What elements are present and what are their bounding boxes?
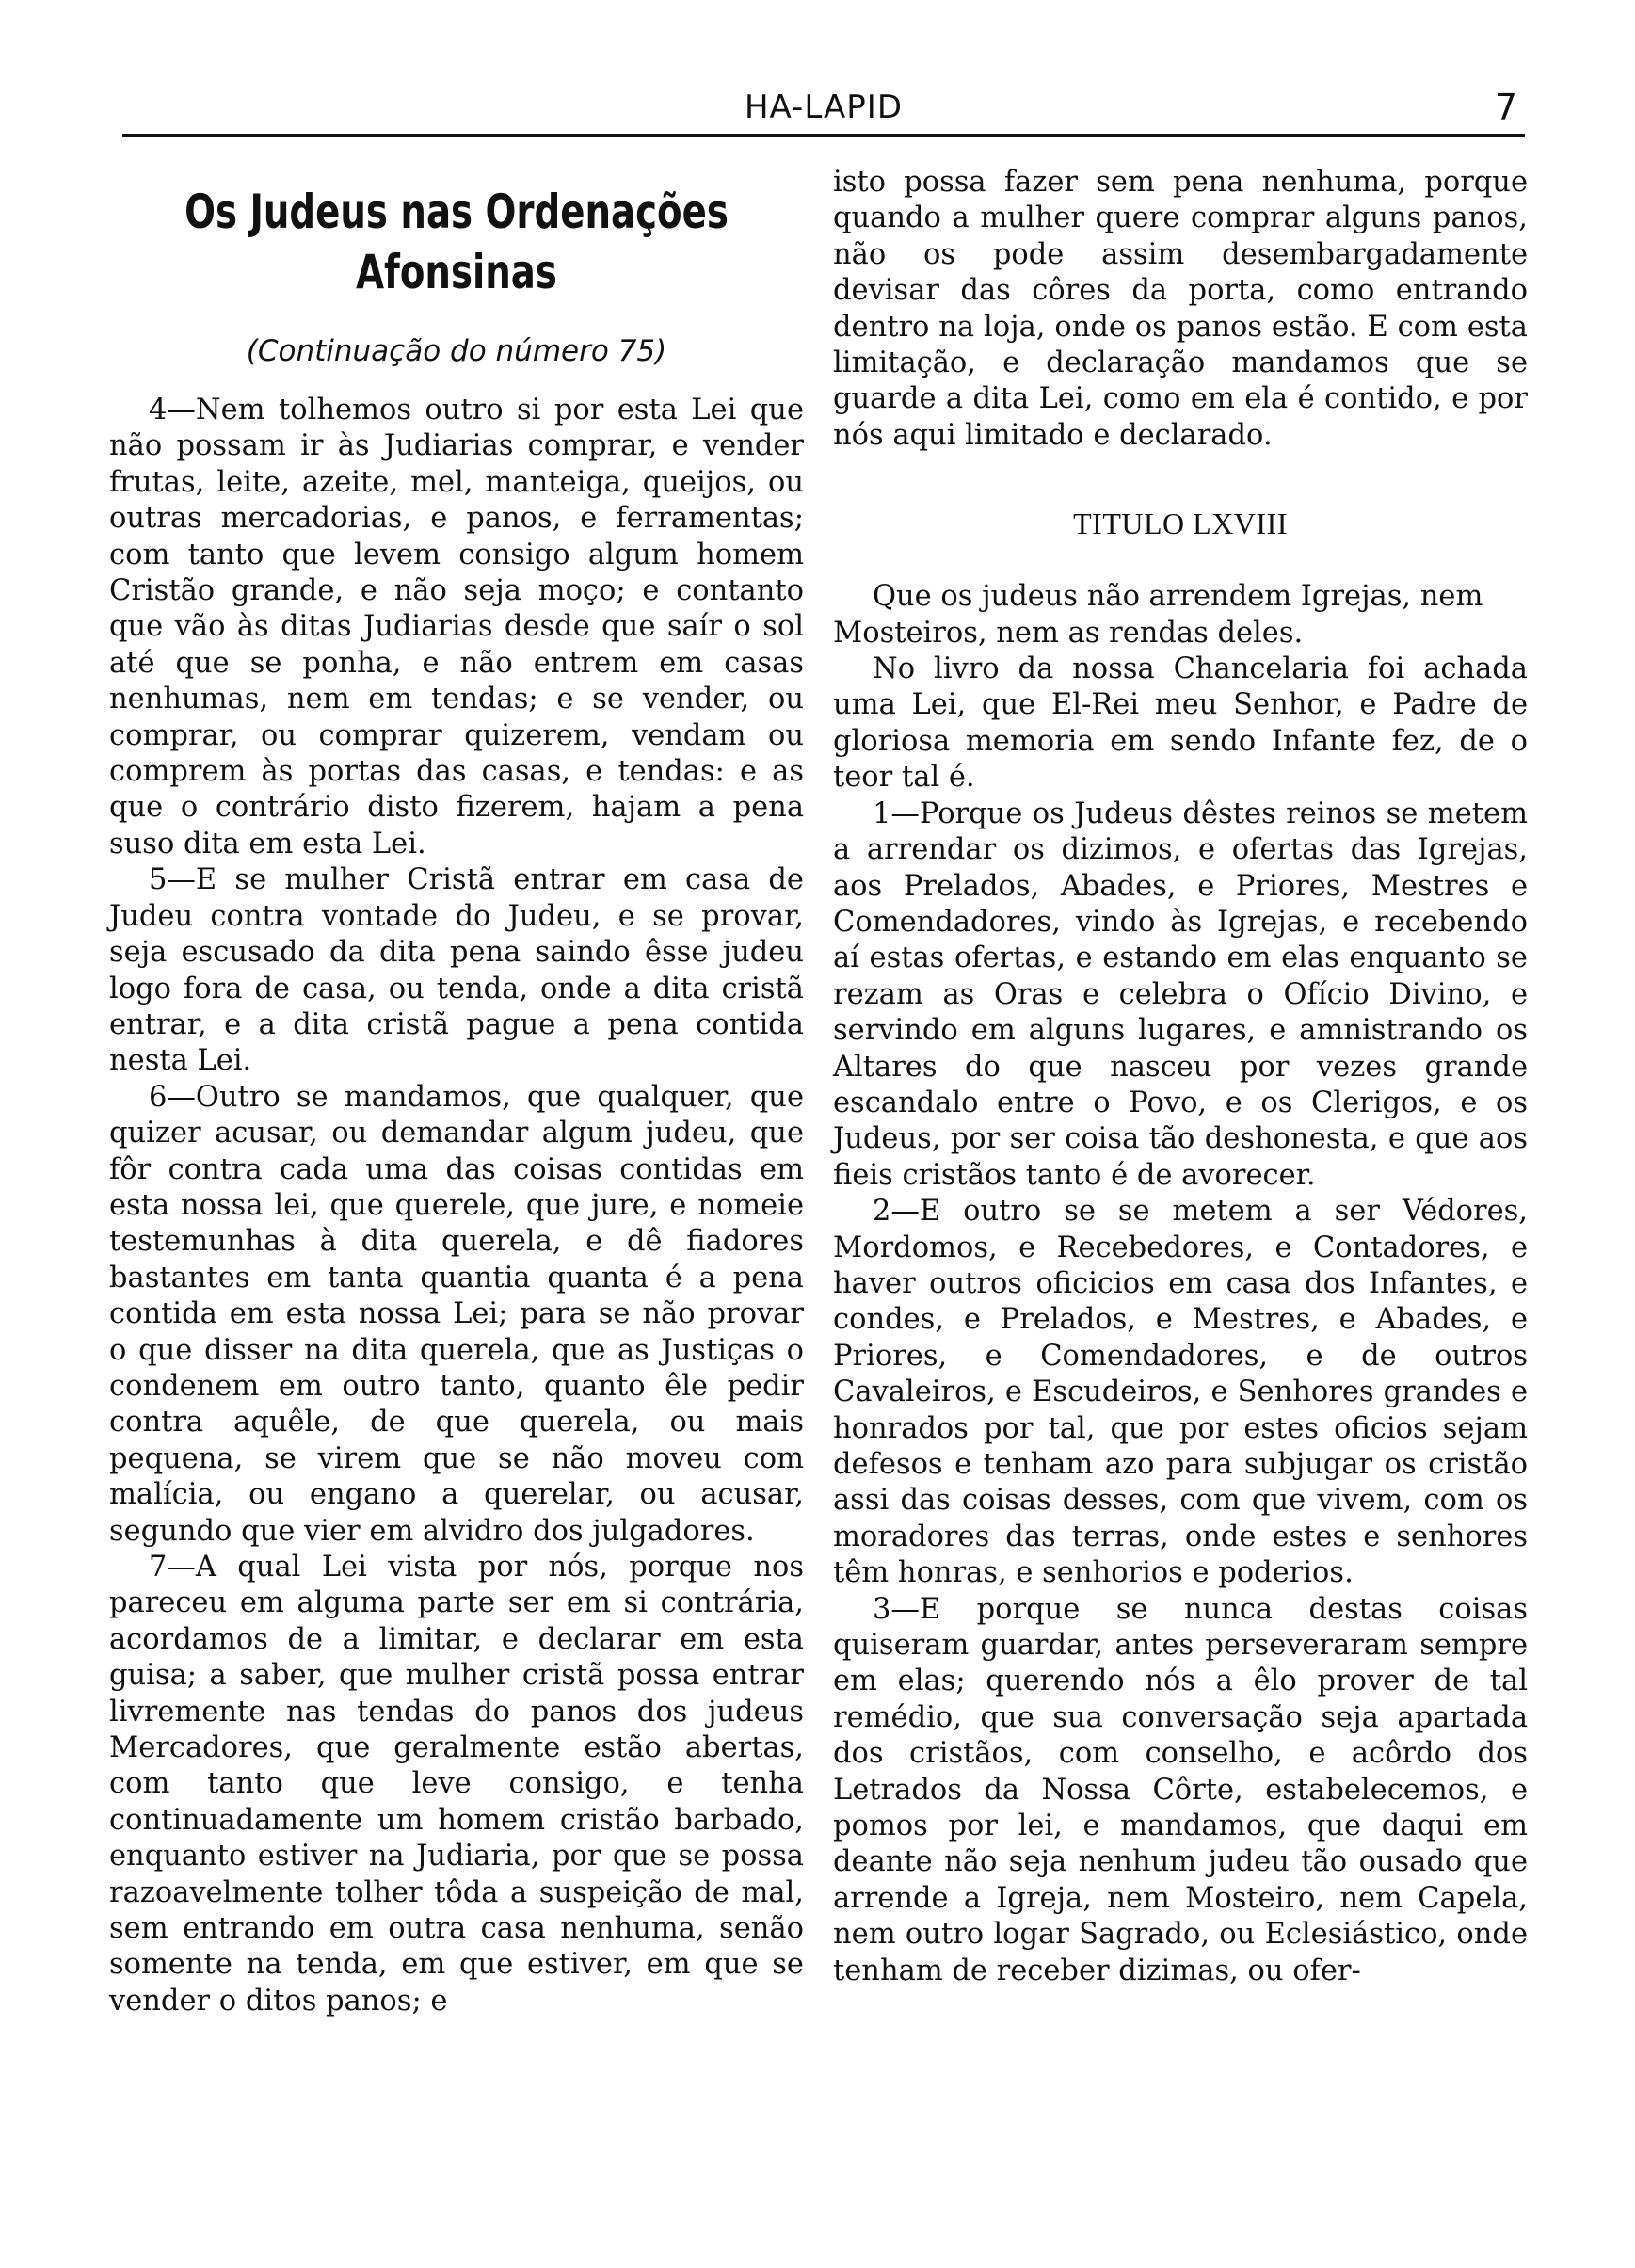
paragraph-6: 6—Outro se mandamos, que qualquer, que quizer acusar, ou demandar algum judeu, que fôr contra cada uma das coisas contidas em esta nossa lei, que querele, que jure, e nomeie testemunhas à dita querela, e dê fiadores bastantes em tanta quantia quanta é a pena contida em esta nossa Lei; para se não provar o que disser na dita querela, que as Justiças o condenem em outro tanto, quanto êle pedir contra aquêle, de que querela, ou mais pequena, se virem que se não moveu com malícia, ou engano a querelar, ou acusar, segundo que vier em alvidro dos julgadores. (109, 1080, 804, 1548)
running-header (122, 87, 1525, 137)
paragraph-3: 3—E porque se nunca destas coisas quiseram guardar, antes perseveraram sempre em elas; querendo nós a êlo prover de tal remédio, que sua conversação seja apartada dos cristãos, com conselho, e acôrdo dos Letrados da Nossa Côrte, estabelecemos, e pomos por lei, e mandamos, que daqui em deante não seja nenhum judeu tão ousado que arrende a Igreja, nem Mosteiro, nem Capela, nem outro logar Sagrado, ou Eclesiástico, onde tenham de receber dizimas, ou ofer- (833, 1592, 1528, 1987)
page-number: 7 (1494, 87, 1517, 128)
paragraph-4: 4—Nem tolhemos outro si por esta Lei que não possam ir às Judiarias comprar, e vender frutas, leite, azeite, mel, manteiga, queijos, ou outras mercadorias, e panos, e ferramentas; com tanto que levem consigo algum homem Cristão grande, e não seja moço; e contanto que vão às ditas Judiarias desde que saír o sol até que se ponha, e não entrem em casas nenhumas, nem em tendas; e se vender, ou comprar, ou comprar quizerem, vendam ou comprem às portas das casas, e tendas: e as que o contrário disto fizerem, hajam a pena suso dita em esta Lei. (109, 394, 804, 861)
paragraph-7: 7—A qual Lei vista por nós, porque nos pareceu em alguma parte ser em si contrária, acordamos de a limitar, e declarar em esta guisa; a saber, que mulher cristã possa entrar livremente nas tendas do panos dos judeus Mercadores, que geralmente estão abertas, com tanto que leve consigo, e tenha continuadamente um homem cristão barbado, enquanto estiver na Judiaria, por que se possa razoavelmente tolher tôda a suspeição de mal, sem entrando em outra casa nenhuma, senão somente na tenda, em que estiver, em que se vender o ditos panos; e (109, 1551, 804, 2018)
article-title-line-1: Os Judeus nas Ordenações (184, 185, 729, 239)
running-title: HA-LAPID (744, 88, 904, 126)
section-lead: Que os judeus não arrendem Igrejas, nem Mosteiros, nem as rendas deles. (833, 580, 1483, 650)
paragraph-5: 5—E se mulher Cristã entrar em casa de Judeu contra vontade do Judeu, e se provar, seja escusado da dita pena saindo êsse judeu logo fora de casa, ou tenda, onde a dita cristã entrar, e a dita cristã pague a pena contida nesta Lei. (109, 863, 804, 1078)
article-subtitle: (Continuação do número 75) (246, 334, 667, 368)
left-column (109, 165, 804, 2019)
right-column (833, 165, 1528, 1989)
paragraph-1: 1—Porque os Judeus dêstes reinos se metem a arrendar os dizimos, e ofertas das Igrejas, aos Prelados, Abades, e Priores, Mestres e Comendadores, vindo às Igrejas, e recebendo aí estas ofertas, e estando em elas enquanto se rezam as Oras e celebra o Ofício Divino, e servindo em alguns lugares, e amnistrando os Altares do que nasceu por vezes grande escandalo entre o Povo, e os Clerigos, e os Judeus, por ser coisa tão deshonesta, e que aos fieis cristãos tanto é de avorecer. (833, 796, 1528, 1192)
article-title-line-2: Afonsinas (356, 245, 557, 299)
paragraph-intro: No livro da nossa Chancelaria foi achada uma Lei, que El-Rei meu Senhor, e Padre de gloriosa memoria em sendo Infante fez, de o teor tal é. (833, 652, 1528, 795)
continuation-paragraph: isto possa fazer sem pena nenhuma, porque quando a mulher quere comprar alguns panos, não os pode assim desembargadamente devisar das côres da porta, como entrando dentro na loja, onde os panos estão. E com esta limitação, e declaração mandamos que se guarde a dita Lei, como em ela é contido, e por nós aqui limitado e declarado. (833, 166, 1528, 452)
section-title: TITULO LXVIII (1073, 507, 1288, 541)
paragraph-2: 2—E outro se se metem a ser Védores, Mordomos, e Recebedores, e Contadores, e haver outros oficicios em casa dos Infantes, e condes, e Prelados, e Mestres, e Abades, e Priores, e Comendadores, e de outros Cavaleiros, e Escudeiros, e Senhores grandes e honrados por tal, que por estes oficios sejam defesos e tenham azo para subjugar os cristão assi das coisas desses, com que vivem, com os moradores das terras, onde estes e senhores têm honras, e senhorios e poderios. (833, 1195, 1528, 1590)
article-title (158, 182, 756, 302)
